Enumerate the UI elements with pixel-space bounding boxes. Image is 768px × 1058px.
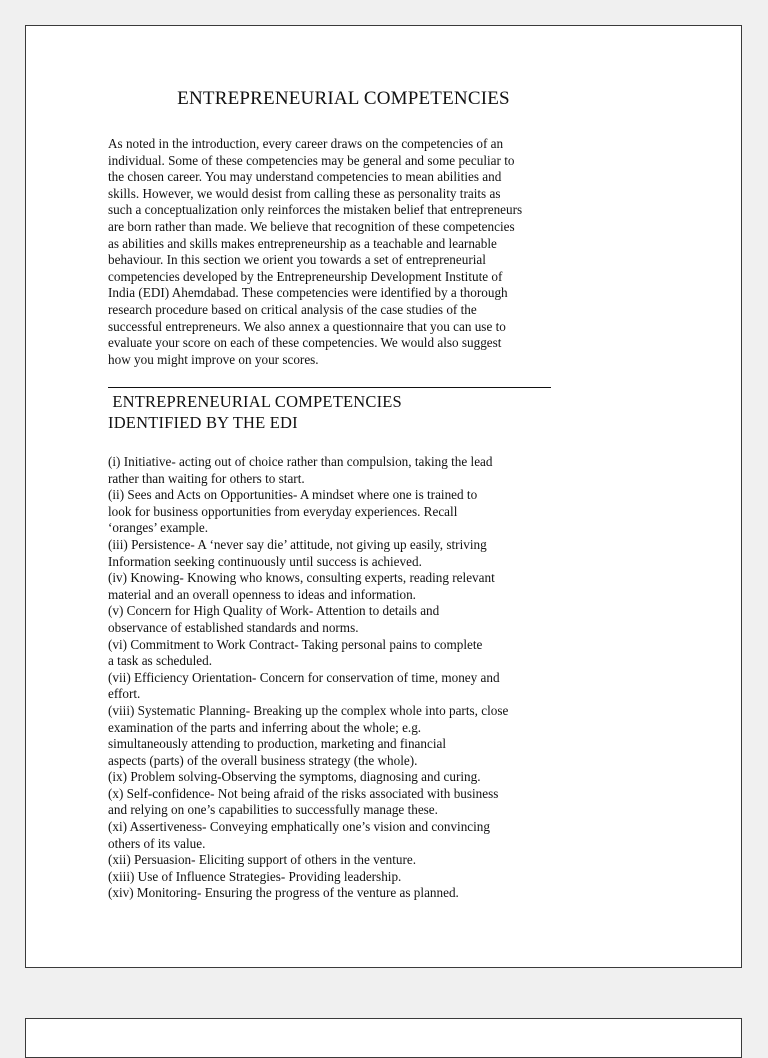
competency-list	[108, 454, 568, 902]
competency-item	[108, 786, 568, 819]
competency-line: (ix) Problem solving-Observing the symptoms, diagnosing and curing.	[108, 769, 481, 785]
competency-line: observance of established standards and norms.	[108, 619, 359, 635]
competency-line: and relying on one’s capabilities to successfully manage these.	[108, 802, 438, 818]
competency-line: others of its value.	[108, 835, 206, 851]
competency-line: a task as scheduled.	[108, 653, 212, 669]
intro-line: As noted in the introduction, every career draws on the competencies of an	[108, 136, 504, 151]
competency-item	[108, 454, 568, 487]
section-heading-line: IDENTIFIED BY THE EDI	[108, 413, 298, 432]
competency-line: (vii) Efficiency Orientation- Concern for conservation of time, money and	[108, 669, 500, 685]
intro-line: skills. However, we would desist from calling these as personality traits as	[108, 185, 501, 201]
competency-line: examination of the parts and inferring about the whole; e.g.	[108, 719, 422, 735]
competency-line: (x) Self-confidence- Not being afraid of the risks associated with business	[108, 785, 499, 801]
intro-line: are born rather than made. We believe that recognition of these competencies	[108, 218, 515, 234]
competency-item	[108, 769, 568, 786]
competency-line: (iii) Persistence- A ‘never say die’ attitude, not giving up easily, striving	[108, 536, 487, 552]
intro-line: research procedure based on critical analysis of the case studies of the	[108, 301, 477, 317]
competency-line: aspects (parts) of the overall business strategy (the whole).	[108, 752, 418, 768]
section-heading	[108, 391, 402, 433]
document-page	[25, 25, 742, 968]
competency-line: (viii) Systematic Planning- Breaking up the complex whole into parts, close	[108, 702, 509, 718]
competency-line: Information seeking continuously until success is achieved.	[108, 553, 422, 569]
competency-line: material and an overall openness to ideas and information.	[108, 586, 416, 602]
competency-line: (xiv) Monitoring- Ensuring the progress of the venture as planned.	[108, 885, 459, 901]
page-title: ENTREPRENEURIAL COMPETENCIES	[177, 88, 510, 109]
section-heading-line: ENTREPRENEURIAL COMPETENCIES	[108, 392, 402, 411]
competency-item	[108, 570, 568, 603]
intro-line: the chosen career. You may understand competencies to mean abilities and	[108, 169, 502, 185]
next-page-edge	[25, 1018, 742, 1058]
competency-line: (v) Concern for High Quality of Work- Attention to details and	[108, 603, 440, 619]
section-divider	[108, 387, 551, 388]
competency-line: ‘oranges’ example.	[108, 520, 209, 536]
competency-item	[108, 885, 568, 902]
intro-line: as abilities and skills makes entrepreneurship as a teachable and learnable	[108, 235, 497, 251]
competency-line: (xiii) Use of Influence Strategies- Providing leadership.	[108, 868, 402, 884]
competency-line: look for business opportunities from everyday experiences. Recall	[108, 503, 458, 519]
intro-line: how you might improve on your scores.	[108, 351, 319, 367]
competency-line: (xi) Assertiveness- Conveying emphatically one’s vision and convincing	[108, 819, 490, 835]
intro-line: individual. Some of these competencies may be general and some peculiar to	[108, 152, 515, 168]
competency-item	[108, 603, 568, 636]
competency-item	[108, 637, 568, 670]
competency-item	[108, 852, 568, 869]
intro-line: evaluate your score on each of these competencies. We would also suggest	[108, 335, 502, 351]
competency-item	[108, 537, 568, 570]
intro-line: successful entrepreneurs. We also annex a questionnaire that you can use to	[108, 318, 506, 334]
competency-item	[108, 819, 568, 852]
competency-line: rather than waiting for others to start.	[108, 470, 305, 486]
competency-item	[108, 487, 568, 537]
intro-line: competencies developed by the Entrepreneurship Development Institute of	[108, 268, 503, 284]
competency-item	[108, 670, 568, 703]
competency-line: effort.	[108, 686, 141, 702]
intro-line: India (EDI) Ahemdabad. These competencies were identified by a thorough	[108, 285, 508, 301]
competency-line: (i) Initiative- acting out of choice rather than compulsion, taking the lead	[108, 454, 493, 469]
competency-line: (xii) Persuasion- Eliciting support of others in the venture.	[108, 852, 417, 868]
competency-line: (ii) Sees and Acts on Opportunities- A mindset where one is trained to	[108, 487, 478, 503]
intro-line: such a conceptualization only reinforces the mistaken belief that entrepreneurs	[108, 202, 523, 218]
intro-paragraph	[108, 136, 568, 368]
competency-line: (iv) Knowing- Knowing who knows, consulting experts, reading relevant	[108, 570, 495, 586]
competency-item	[108, 703, 568, 769]
competency-line: (vi) Commitment to Work Contract- Taking personal pains to complete	[108, 636, 483, 652]
competency-item	[108, 869, 568, 886]
intro-line: behaviour. In this section we orient you towards a set of entrepreneurial	[108, 252, 486, 268]
competency-line: simultaneously attending to production, marketing and financial	[108, 736, 447, 752]
